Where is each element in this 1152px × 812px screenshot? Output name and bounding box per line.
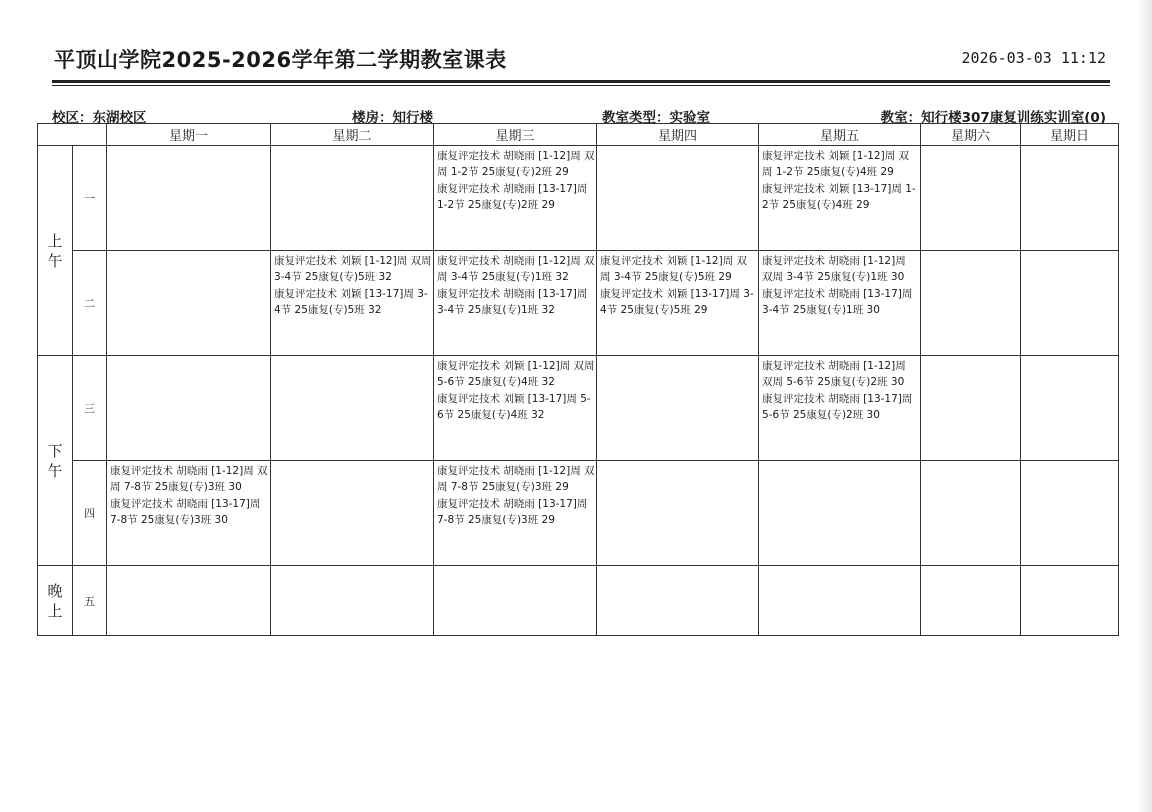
cell-p3-mon xyxy=(107,356,271,461)
cell-p4-tue xyxy=(271,461,434,566)
period-label-4: 四 xyxy=(73,461,107,566)
cell-p4-sat xyxy=(921,461,1021,566)
course-entry: 康复评定技术 刘颖 [1-12]周 双周 5-6节 25康复(专)4班 32 xyxy=(437,360,595,389)
page-title: 平顶山学院2025-2026学年第二学期教室课表 xyxy=(54,48,507,72)
room-type-label: 教室类型：实验室 xyxy=(602,110,710,126)
cell-p1-sat xyxy=(921,146,1021,251)
cell-p5-sat xyxy=(921,566,1021,636)
day-header-fri: 星期五 xyxy=(759,124,921,146)
cell-p5-wed xyxy=(434,566,597,636)
day-header-wed: 星期三 xyxy=(434,124,597,146)
title-rule-thick xyxy=(52,80,1110,83)
cell-p5-mon xyxy=(107,566,271,636)
period-row-5 xyxy=(38,566,1119,636)
cell-p5-sun xyxy=(1021,566,1119,636)
course-entry: 康复评定技术 胡晓雨 [13-17]周 7-8节 25康复(专)3班 30 xyxy=(110,497,261,526)
cell-p1-sun xyxy=(1021,146,1119,251)
room-label: 教室：知行楼307康复训练实训室(0) xyxy=(880,110,1106,126)
cell-p3-fri xyxy=(759,356,921,461)
period-row-2 xyxy=(38,251,1119,356)
cell-p1-fri xyxy=(759,146,921,251)
cell-p2-thu xyxy=(597,251,759,356)
cell-p2-sat xyxy=(921,251,1021,356)
cell-p2-fri xyxy=(759,251,921,356)
morning-label: 上 午 xyxy=(38,146,73,356)
period-label-5: 五 xyxy=(73,566,107,636)
course-entry: 康复评定技术 胡晓雨 [13-17]周 3-4节 25康复(专)1班 30 xyxy=(762,287,913,316)
course-entry: 康复评定技术 胡晓雨 [1-12]周 双周 3-4节 25康复(专)1班 30 xyxy=(762,255,906,284)
cell-p4-wed xyxy=(434,461,597,566)
cell-p4-thu xyxy=(597,461,759,566)
cell-p1-wed xyxy=(434,146,597,251)
course-entry: 康复评定技术 胡晓雨 [1-12]周 双周 1-2节 25康复(专)2班 29 xyxy=(437,150,595,179)
afternoon-label: 下 午 xyxy=(38,356,73,566)
cell-p2-tue xyxy=(271,251,434,356)
cell-p2-sun xyxy=(1021,251,1119,356)
cell-p4-fri xyxy=(759,461,921,566)
day-header-sat: 星期六 xyxy=(921,124,1021,146)
cell-p3-sat xyxy=(921,356,1021,461)
campus-label: 校区：东湖校区 xyxy=(52,110,147,126)
course-entry: 康复评定技术 刘颖 [1-12]周 双周 3-4节 25康复(专)5班 32 xyxy=(274,255,432,284)
course-entry: 康复评定技术 胡晓雨 [1-12]周 双周 7-8节 25康复(专)3班 29 xyxy=(437,465,595,494)
building-label: 楼房：知行楼 xyxy=(352,110,433,126)
course-entry: 康复评定技术 胡晓雨 [13-17]周 3-4节 25康复(专)1班 32 xyxy=(437,287,588,316)
cell-p5-thu xyxy=(597,566,759,636)
course-entry: 康复评定技术 刘颖 [13-17]周 5-6节 25康复(专)4班 32 xyxy=(437,392,591,421)
course-entry: 康复评定技术 胡晓雨 [13-17]周 7-8节 25康复(专)3班 29 xyxy=(437,497,588,526)
course-entry: 康复评定技术 刘颖 [1-12]周 双周 1-2节 25康复(专)4班 29 xyxy=(762,150,910,179)
corner-cell xyxy=(38,124,107,146)
course-entry: 康复评定技术 胡晓雨 [13-17]周 5-6节 25康复(专)2班 30 xyxy=(762,392,913,421)
cell-p3-tue xyxy=(271,356,434,461)
cell-p5-fri xyxy=(759,566,921,636)
cell-p5-tue xyxy=(271,566,434,636)
course-entry: 康复评定技术 胡晓雨 [1-12]周 双周 5-6节 25康复(专)2班 30 xyxy=(762,360,906,389)
course-entry: 康复评定技术 刘颖 [13-17]周 3-4节 25康复(专)5班 32 xyxy=(274,287,428,316)
page-edge-shadow xyxy=(1138,0,1152,812)
period-row-3 xyxy=(38,356,1119,461)
course-entry: 康复评定技术 胡晓雨 [1-12]周 双周 3-4节 25康复(专)1班 32 xyxy=(437,255,595,284)
print-timestamp: 2026-03-03 11:12 xyxy=(961,49,1106,67)
course-entry: 康复评定技术 胡晓雨 [13-17]周 1-2节 25康复(专)2班 29 xyxy=(437,182,588,211)
cell-p3-thu xyxy=(597,356,759,461)
period-row-1 xyxy=(38,146,1119,251)
schedule-table xyxy=(37,123,1119,636)
period-label-1: 一 xyxy=(73,146,107,251)
period-label-2: 二 xyxy=(73,251,107,356)
cell-p2-mon xyxy=(107,251,271,356)
period-row-4 xyxy=(38,461,1119,566)
title-rule-thin xyxy=(52,85,1110,86)
period-label-3: 三 xyxy=(73,356,107,461)
course-entry: 康复评定技术 刘颖 [13-17]周 1-2节 25康复(专)4班 29 xyxy=(762,182,916,211)
cell-p3-sun xyxy=(1021,356,1119,461)
day-header-sun: 星期日 xyxy=(1021,124,1119,146)
cell-p4-sun xyxy=(1021,461,1119,566)
cell-p2-wed xyxy=(434,251,597,356)
cell-p1-thu xyxy=(597,146,759,251)
cell-p1-tue xyxy=(271,146,434,251)
day-header-mon: 星期一 xyxy=(107,124,271,146)
evening-label: 晚 上 xyxy=(38,566,73,636)
day-header-tue: 星期二 xyxy=(271,124,434,146)
day-header-row xyxy=(38,124,1119,146)
course-entry: 康复评定技术 刘颖 [13-17]周 3-4节 25康复(专)5班 29 xyxy=(600,287,754,316)
cell-p1-mon xyxy=(107,146,271,251)
cell-p4-mon xyxy=(107,461,271,566)
day-header-thu: 星期四 xyxy=(597,124,759,146)
course-entry: 康复评定技术 刘颖 [1-12]周 双周 3-4节 25康复(专)5班 29 xyxy=(600,255,748,284)
course-entry: 康复评定技术 胡晓雨 [1-12]周 双周 7-8节 25康复(专)3班 30 xyxy=(110,465,268,494)
cell-p3-wed xyxy=(434,356,597,461)
